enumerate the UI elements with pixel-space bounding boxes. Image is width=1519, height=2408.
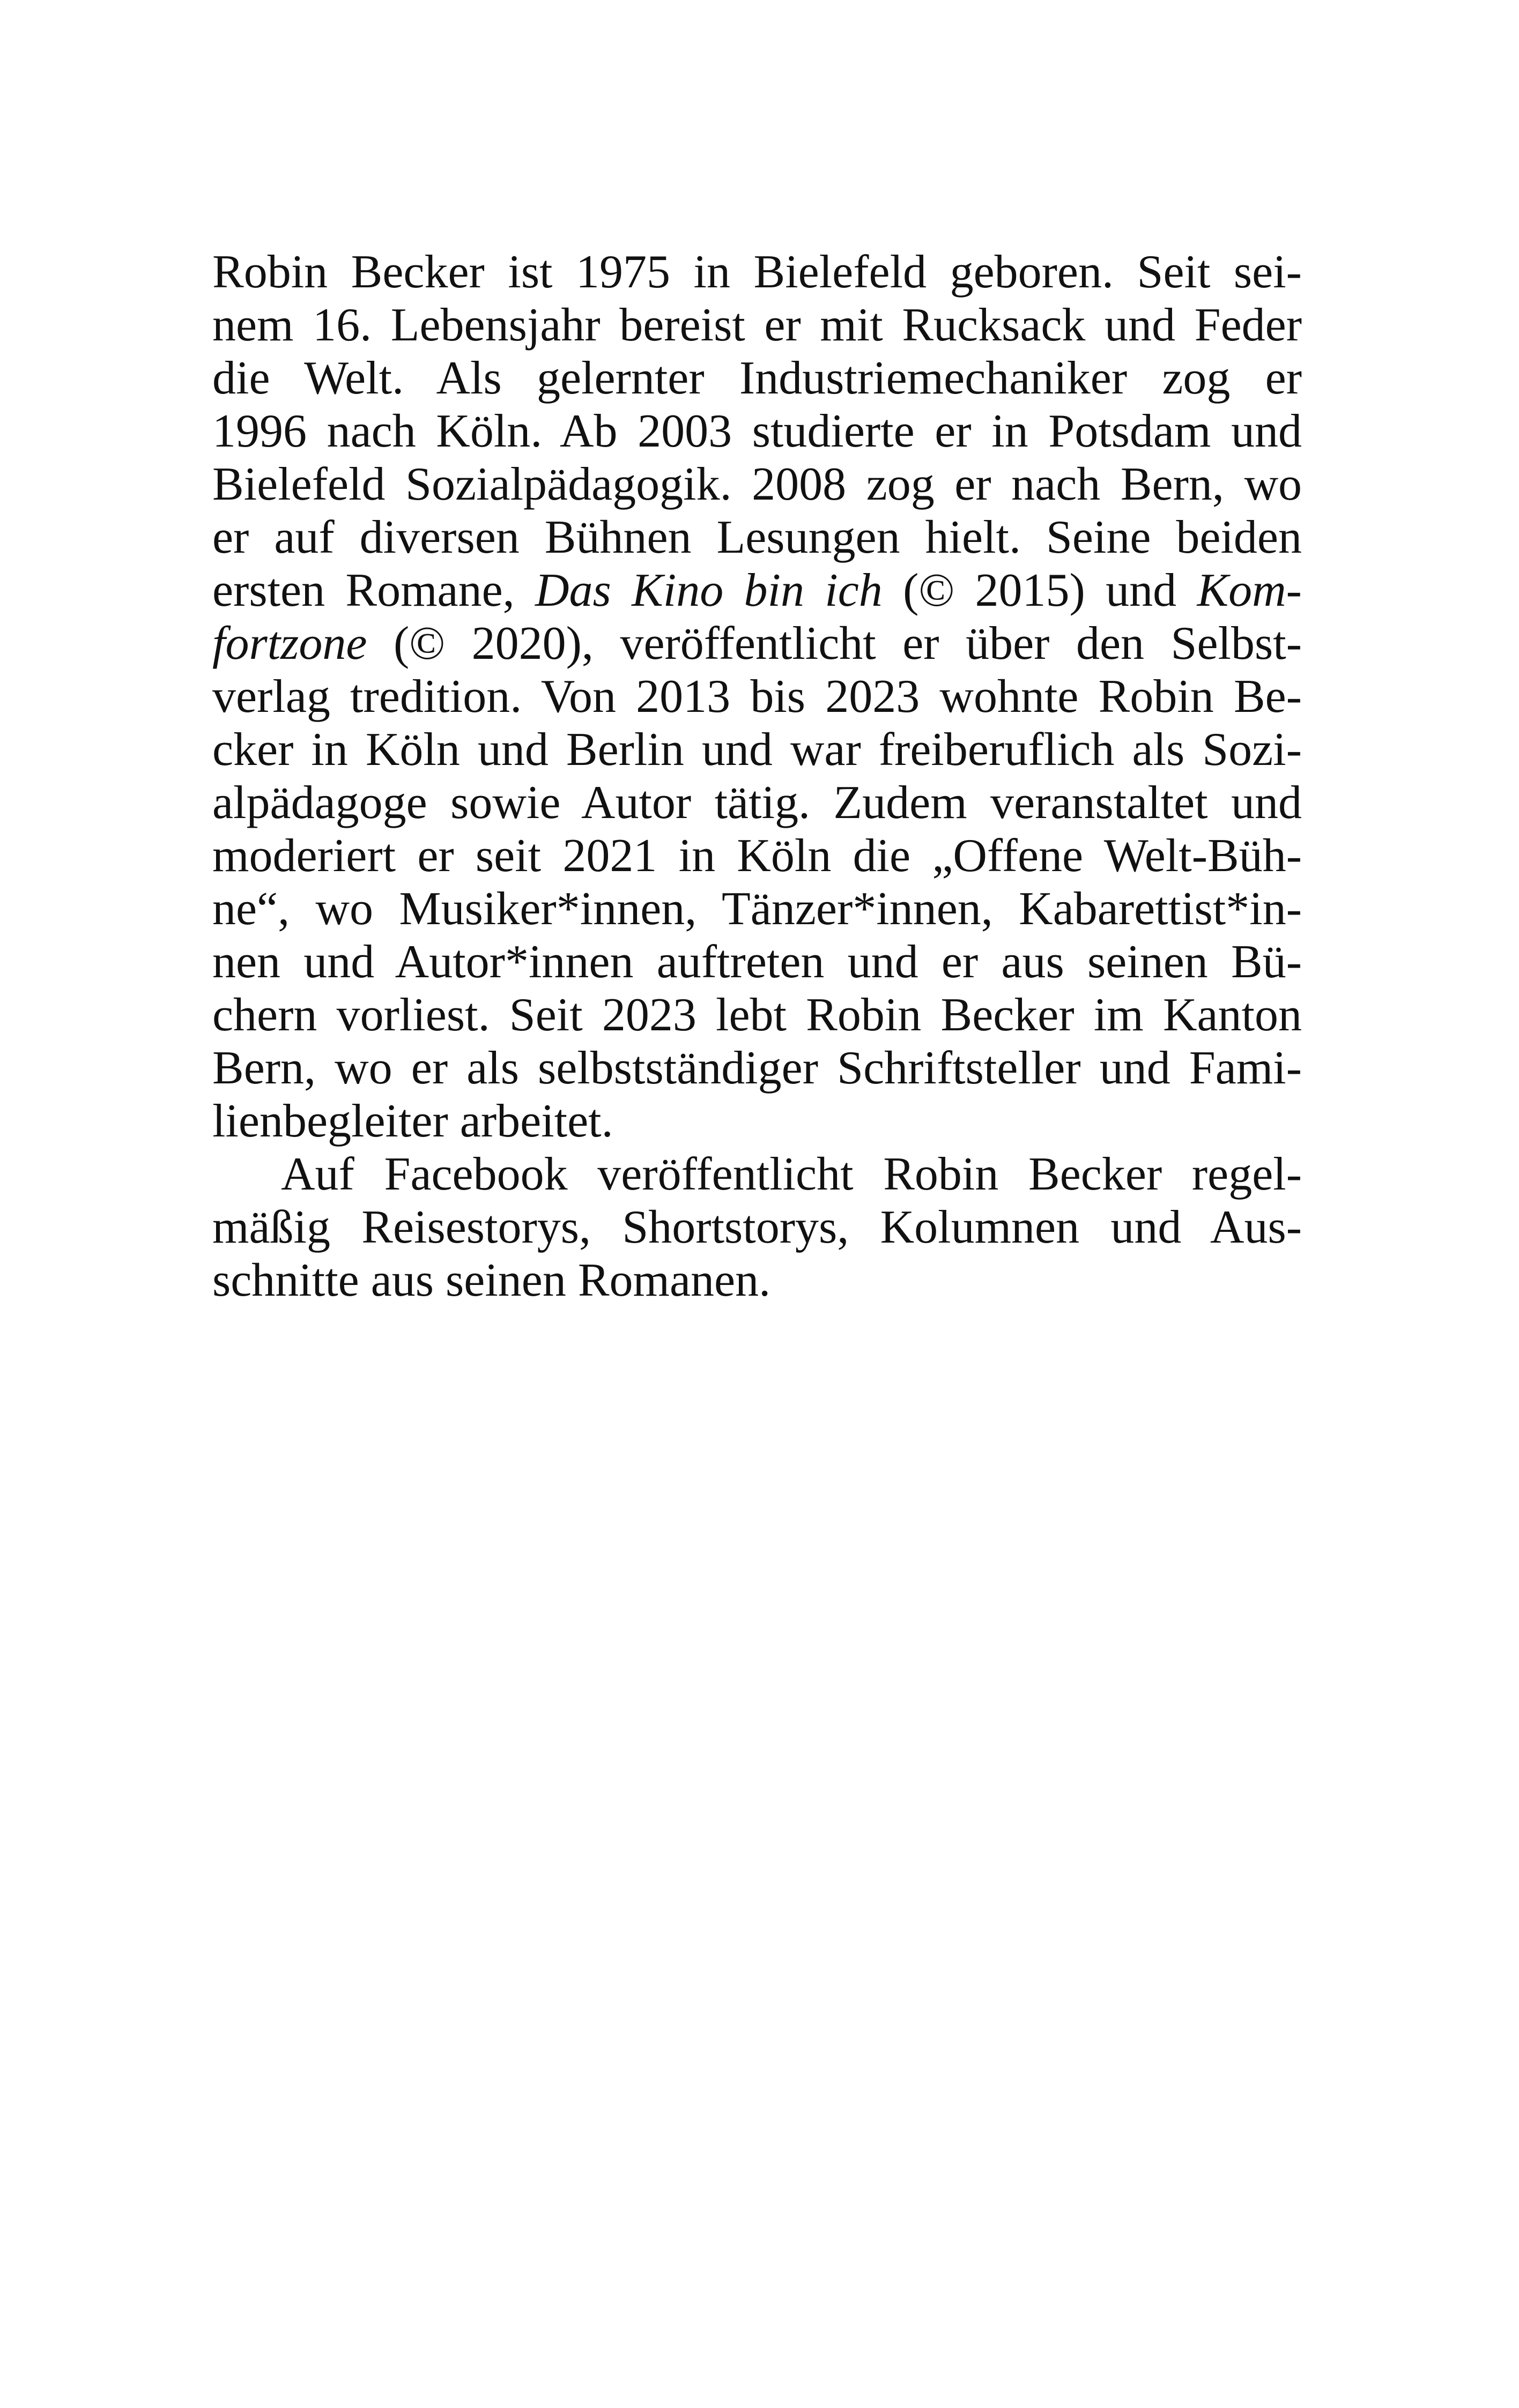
text-run: (© 2020), veröffentlicht er über den Selbst-	[367, 618, 1302, 670]
text-run: Bern, wo er als selbstständiger Schriftsteller und Fami-	[212, 1042, 1302, 1094]
text-line	[212, 776, 1302, 829]
book-title-italic: Das Kino bin ich	[535, 564, 883, 616]
text-run: die Welt. Als gelernter Industriemechaniker zog er	[212, 352, 1302, 404]
text-run: schnitte aus seinen Romanen.	[212, 1254, 771, 1306]
text-run: mäßig Reisestorys, Shortstorys, Kolumnen und Aus-	[212, 1201, 1302, 1253]
text-run: nen und Autor*innen auftreten und er aus seinen Bü-	[212, 936, 1302, 988]
text-line	[212, 935, 1302, 989]
text-run: chern vorliest. Seit 2023 lebt Robin Becker im Kanton	[212, 989, 1302, 1041]
book-title-italic: Kom-	[1197, 564, 1302, 616]
text-run: cker in Köln und Berlin und war freiberuflich als Sozi-	[212, 724, 1302, 776]
text-line	[212, 989, 1302, 1042]
text-line	[212, 352, 1302, 405]
text-line	[212, 1042, 1302, 1095]
text-line	[212, 723, 1302, 776]
text-run: ne“, wo Musiker*innen, Tänzer*innen, Kabarettist*in-	[212, 883, 1302, 935]
text-line	[212, 458, 1302, 511]
text-line	[212, 670, 1302, 723]
author-bio-text	[212, 246, 1302, 1307]
text-line	[212, 405, 1302, 458]
text-run: nem 16. Lebensjahr bereist er mit Rucksack und Feder	[212, 299, 1302, 351]
text-run: (© 2015) und	[882, 564, 1197, 616]
text-run: Bielefeld Sozialpädagogik. 2008 zog er nach Bern, wo	[212, 458, 1302, 510]
text-line	[212, 1254, 1302, 1307]
text-line	[212, 246, 1302, 299]
text-run: er auf diversen Bühnen Lesungen hielt. Seine beiden	[212, 511, 1302, 563]
text-line	[212, 299, 1302, 352]
text-run: lienbegleiter arbeitet.	[212, 1095, 613, 1147]
text-line	[212, 511, 1302, 564]
text-line	[212, 882, 1302, 935]
text-run: verlag tredition. Von 2013 bis 2023 wohnte Robin Be-	[212, 671, 1302, 723]
text-run: moderiert er seit 2021 in Köln die „Offene Welt-Büh-	[212, 830, 1302, 882]
text-line	[212, 1148, 1302, 1201]
text-run: Robin Becker ist 1975 in Bielefeld geboren. Seit sei-	[212, 246, 1302, 298]
text-run: 1996 nach Köln. Ab 2003 studierte er in Potsdam und	[212, 405, 1302, 457]
text-line	[212, 1095, 1302, 1148]
text-line	[212, 617, 1302, 670]
paragraph	[212, 246, 1302, 1148]
paragraph	[212, 1148, 1302, 1307]
text-line	[212, 829, 1302, 882]
book-title-italic: fortzone	[212, 618, 367, 670]
text-run: Auf Facebook veröffentlicht Robin Becker regel-	[281, 1148, 1302, 1200]
text-run: alpädagoge sowie Autor tätig. Zudem veranstaltet und	[212, 777, 1302, 829]
text-line	[212, 564, 1302, 617]
text-line	[212, 1201, 1302, 1254]
text-run: ersten Romane,	[212, 564, 535, 616]
